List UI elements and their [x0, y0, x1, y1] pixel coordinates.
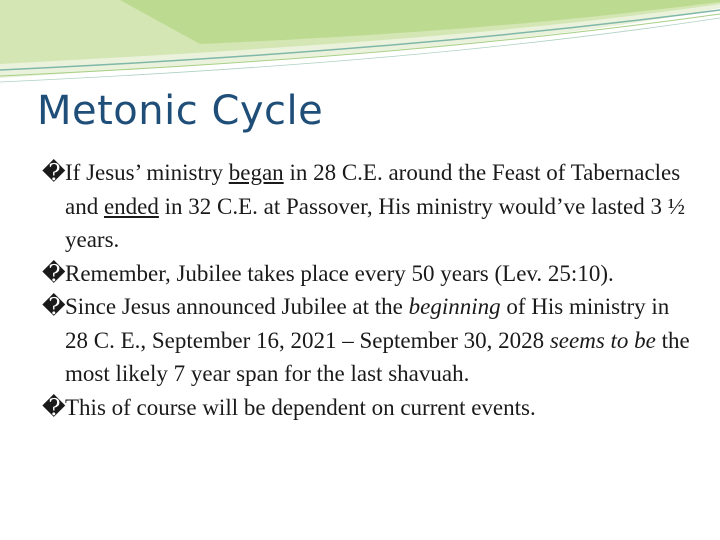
italic-phrase: seems to be: [549, 327, 656, 353]
header-swoosh-decoration: [0, 0, 720, 90]
bullet-marker-icon: �: [42, 294, 66, 319]
bullet-text: the most likely 7 year span for the last shavuah.: [65, 327, 690, 386]
bullet-marker-icon: �: [42, 160, 66, 185]
slide-title: Metonic Cycle: [37, 88, 324, 134]
underlined-word: ended: [103, 193, 159, 219]
bullet-text: in 28 C.E. around the Feast of Tabernacles and: [65, 160, 681, 219]
underlined-word: began: [228, 160, 284, 185]
bullet-text: of His ministry in 28 C. E., September 16, 2021 – September 30, 2028: [65, 294, 670, 353]
bullet-text: Since Jesus announced Jubilee at the: [65, 294, 409, 319]
bullet-item: [42, 156, 692, 257]
bullet-marker-icon: �: [42, 394, 66, 420]
bullet-marker-icon: �: [42, 260, 66, 286]
bullet-item: [42, 257, 692, 291]
bullet-text: Remember, Jubilee takes place every 50 years (Lev. 25:10).: [65, 260, 614, 286]
bullet-text: If Jesus’ ministry: [65, 160, 229, 185]
bullet-text: in 32 C.E. at Passover, His ministry would’ve lasted 3 ½ years.: [65, 193, 686, 252]
bullet-item: [42, 391, 692, 425]
bullet-list: [42, 156, 692, 424]
bullet-text: This of course will be dependent on current events.: [65, 394, 536, 420]
italic-word: beginning: [408, 294, 501, 319]
bullet-item: [42, 290, 692, 391]
